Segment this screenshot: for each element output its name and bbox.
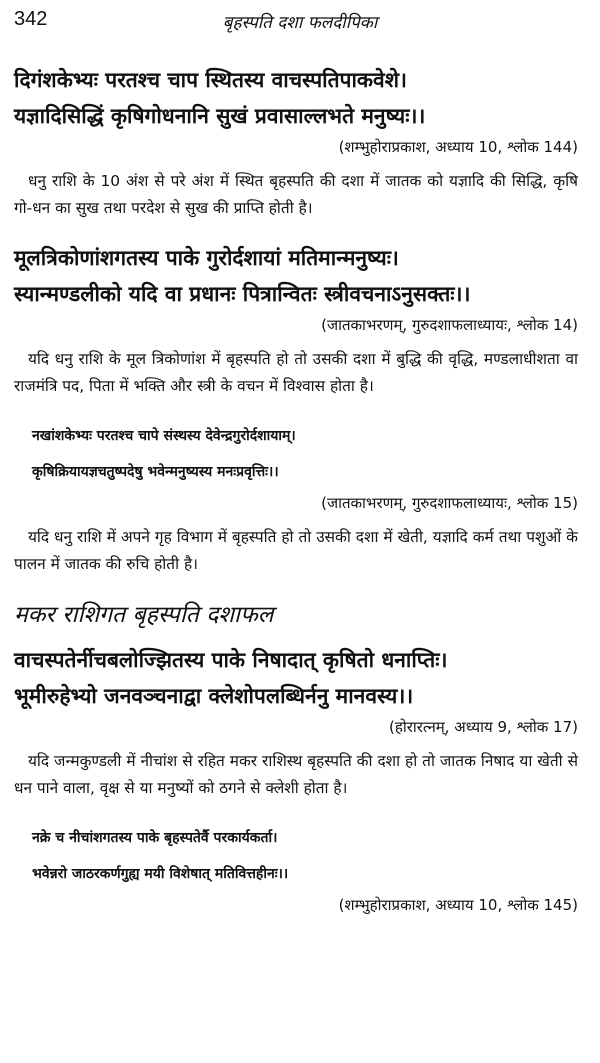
- verse-meaning: यदि जन्मकुण्डली में नीचांश से रहित मकर राशिस्थ बृहस्पति की दशा हो तो जातक निषाद या खेती से धन पाने वाला, वृक्ष से या मनुष्यों को ठगने से क्लेशी होता है।: [14, 752, 578, 797]
- sanskrit-verse: [14, 240, 578, 312]
- sanskrit-verse: [14, 642, 578, 714]
- section-heading: मकर राशिगत बृहस्पति दशाफल: [14, 602, 274, 628]
- verse-line: यज्ञादिसिद्धिं कृषिगोधनानि सुखं प्रवासाल्लभते मनुष्यः।।: [14, 104, 426, 128]
- verse-citation: (होरारत्नम्, अध्याय 9, श्लोक 17): [389, 718, 578, 736]
- verse-line: वाचस्पतेर्नीचबलोज्झितस्य पाके निषादात् कृषितो धनाप्तिः।: [14, 648, 448, 672]
- page-content: [14, 62, 578, 926]
- sanskrit-verse: [14, 820, 578, 892]
- page-number: 342: [14, 8, 48, 30]
- verse-line: दिगंशकेभ्यः परतश्च चाप स्थितस्य वाचस्पतिपाकवेशे।: [14, 68, 407, 92]
- verse-line: कृषिक्रियायज्ञचतुष्पदेषु भवेन्मनुष्यस्य मनःप्रवृत्तिः।।: [32, 464, 279, 480]
- verse-citation: (जातकाभरणम्, गुरुदशाफलाध्यायः, श्लोक 14): [321, 316, 578, 334]
- verse-meaning: धनु राशि के 10 अंश से परे अंश में स्थित बृहस्पति की दशा में जातक को यज्ञादि की सिद्धि, कृषि गो-धन का सुख तथा परदेश से सुख की प्राप्ति होती है।: [14, 172, 578, 217]
- running-title: बृहस्पति दशा फलदीपिका: [222, 13, 378, 33]
- verse-line: मूलत्रिकोणांशगतस्य पाके गुरोर्दशायां मतिमान्मनुष्यः।: [14, 246, 399, 270]
- verse-citation: (शम्भुहोराप्रकाश, अध्याय 10, श्लोक 144): [338, 138, 578, 156]
- sanskrit-verse: [14, 418, 578, 490]
- verse-citation: (शम्भुहोराप्रकाश, अध्याय 10, श्लोक 145): [338, 896, 578, 914]
- verse-line: भवेन्नरो जाठरकर्णगुह्य मयी विशेषात् मतिवित्तहीनः।।: [32, 866, 289, 882]
- page-header: [0, 2, 600, 42]
- verse-line: भूमीरुहेभ्यो जनवञ्चनाद्वा क्लेशोपलब्धिर्ननु मानवस्य।।: [14, 684, 414, 708]
- sanskrit-verse: [14, 62, 578, 134]
- verse-line: स्यान्मण्डलीको यदि वा प्रधानः पित्रान्वितः स्त्रीवचनाऽनुसक्तः।।: [14, 282, 471, 306]
- verse-meaning: यदि धनु राशि में अपने गृह विभाग में बृहस्पति हो तो उसकी दशा में खेती, यज्ञादि कर्म तथा पशुओं के पालन में जातक की रुचि होती है।: [14, 528, 578, 573]
- verse-line: नक्रे च नीचांशगतस्य पाके बृहस्पतेर्वै परकार्यकर्ता।: [32, 830, 278, 846]
- verse-meaning: यदि धनु राशि के मूल त्रिकोणांश में बृहस्पति हो तो उसकी दशा में बुद्धि की वृद्धि, मण्डलाधीशता वा राजमंत्रि पद, पिता में भक्ति और स्त्री के वचन में विश्वास होता है।: [14, 350, 578, 395]
- verse-line: नखांशकेभ्यः परतश्च चापे संस्थस्य देवेन्द्रगुरोर्दशायाम्।: [32, 428, 296, 444]
- verse-citation: (जातकाभरणम्, गुरुदशाफलाध्यायः, श्लोक 15): [321, 494, 578, 512]
